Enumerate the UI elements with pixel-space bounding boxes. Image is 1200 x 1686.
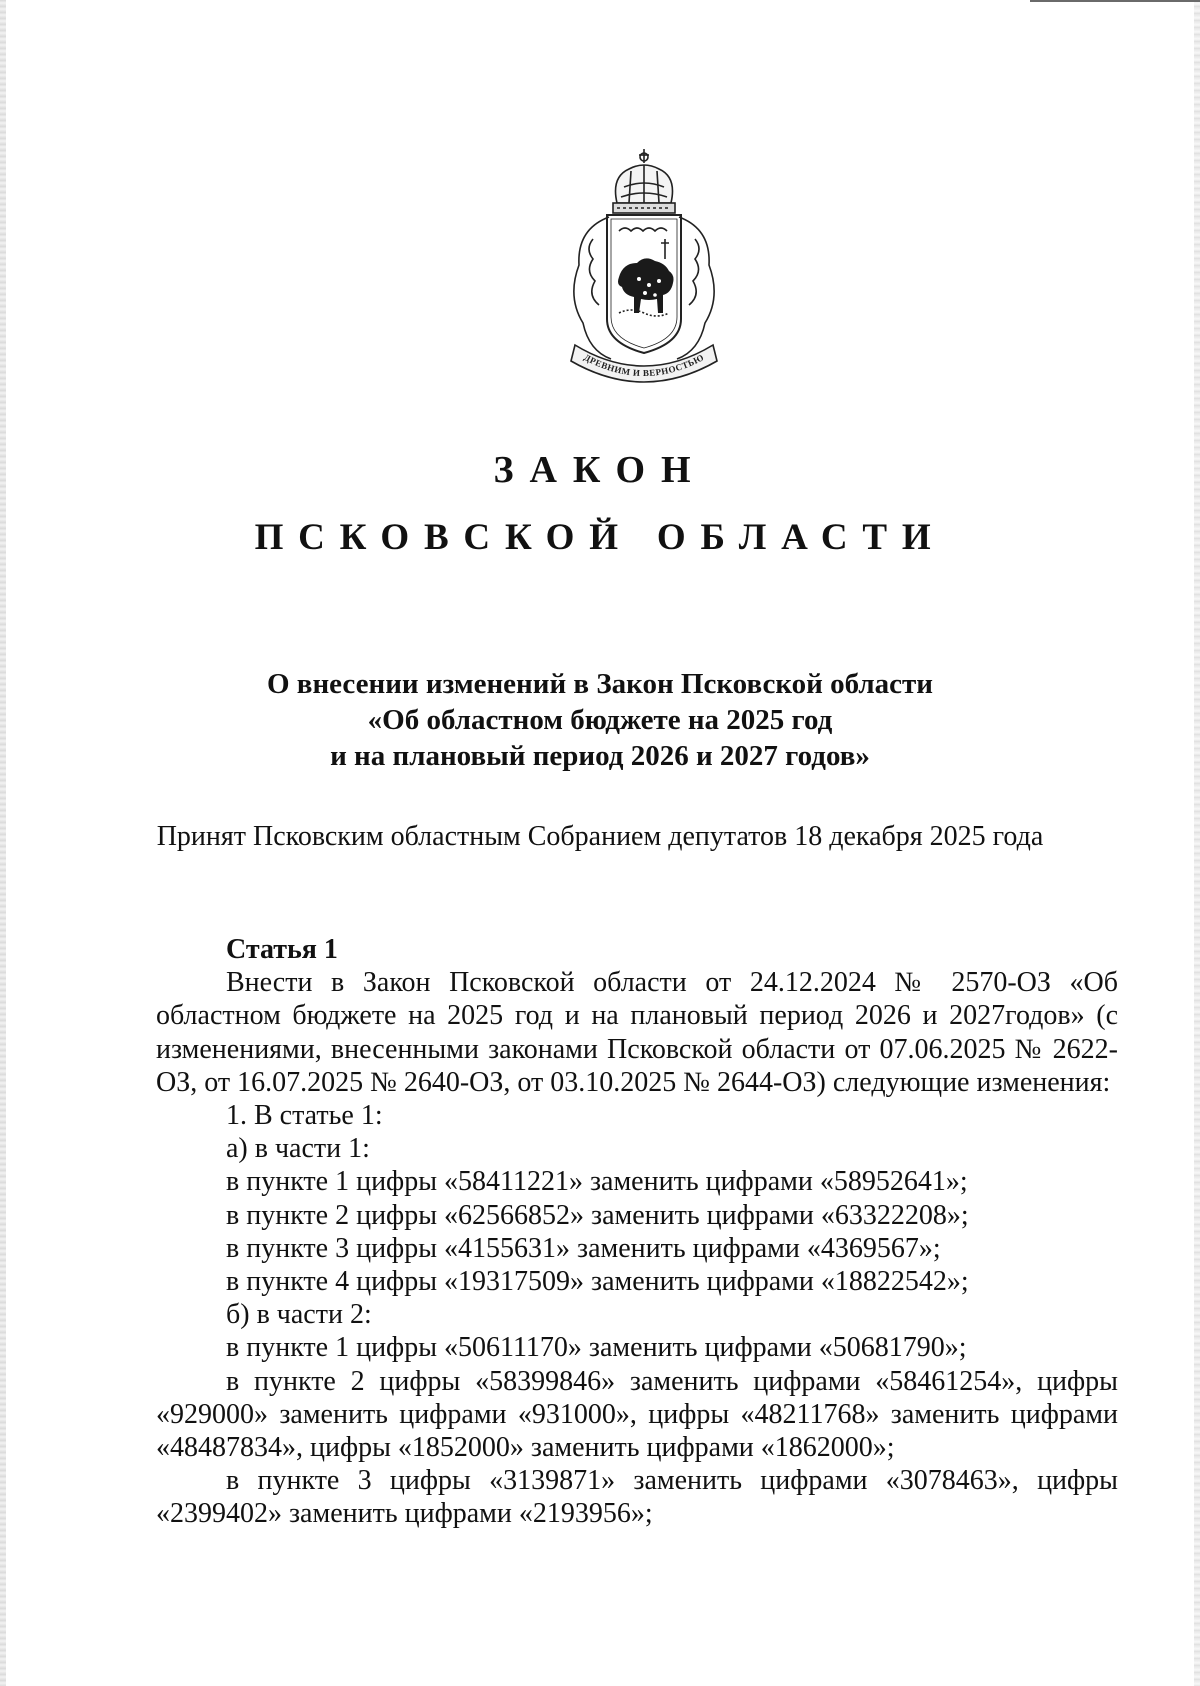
list-item: в пункте 4 цифры «19317509» заменить цифрами «18822542»; — [226, 1266, 969, 1298]
list-item: б) в части 2: — [226, 1299, 372, 1331]
subject-line: и на плановый период 2026 и 2027 годов» — [330, 740, 870, 772]
subject-line: О внесении изменений в Закон Псковской области — [267, 668, 933, 700]
coat-of-arms-emblem — [549, 147, 739, 392]
list-item: в пункте 2 цифры «62566852» заменить цифрами «63322208»; — [226, 1199, 969, 1231]
list-item: 1. В статье 1: — [226, 1100, 383, 1132]
list-item: а) в части 1: — [226, 1133, 370, 1165]
subject-line: «Об областном бюджете на 2025 год — [367, 704, 833, 736]
article-title: Статья 1 — [226, 934, 338, 965]
document-body — [156, 933, 1118, 1531]
document-title: ЗАКОН — [493, 449, 707, 491]
paragraph-point-2: в пункте 2 цифры «58399846» заменить цифрами «58461254», цифры «929000» заменить цифрами «931000», цифры «48211768» заменить цифрами «48487834», цифры «1852000» заменить цифрами «1862000»; — [156, 1365, 1118, 1464]
article-intro: Внести в Закон Псковской области от 24.12.2024 № 2570-ОЗ «Об областном бюджете на 2025 год и на плановый период 2026 и 2027годов» (с изменениями, внесенными законами Псковской области от 07.06.2025 № 2622-ОЗ, от 16.07.2025 № 2640-ОЗ, от 03.10.2025 № 2644-ОЗ) следующие изменения: — [156, 967, 1118, 1098]
adoption-note: Принят Псковским областным Собранием депутатов 18 декабря 2025 года — [156, 821, 1044, 852]
list-item: в пункте 1 цифры «50611170» заменить цифрами «50681790»; — [226, 1332, 967, 1364]
document-subject — [0, 666, 1200, 774]
scan-top-line — [1030, 0, 1200, 2]
list-item: в пункте 3 цифры «4155631» заменить цифрами «4369567»; — [226, 1232, 941, 1264]
document-region: ПСКОВСКОЙ ОБЛАСТИ — [254, 517, 946, 558]
list-item: в пункте 1 цифры «58411221» заменить цифрами «58952641»; — [226, 1166, 968, 1198]
emblem-ribbon-text: ДРЕВНИМ И ВЕРНОСТЬЮ — [582, 352, 706, 379]
paragraph-point-3: в пункте 3 цифры «3139871» заменить цифрами «3078463», цифры «2399402» заменить цифрами «2193956»; — [156, 1465, 1118, 1530]
